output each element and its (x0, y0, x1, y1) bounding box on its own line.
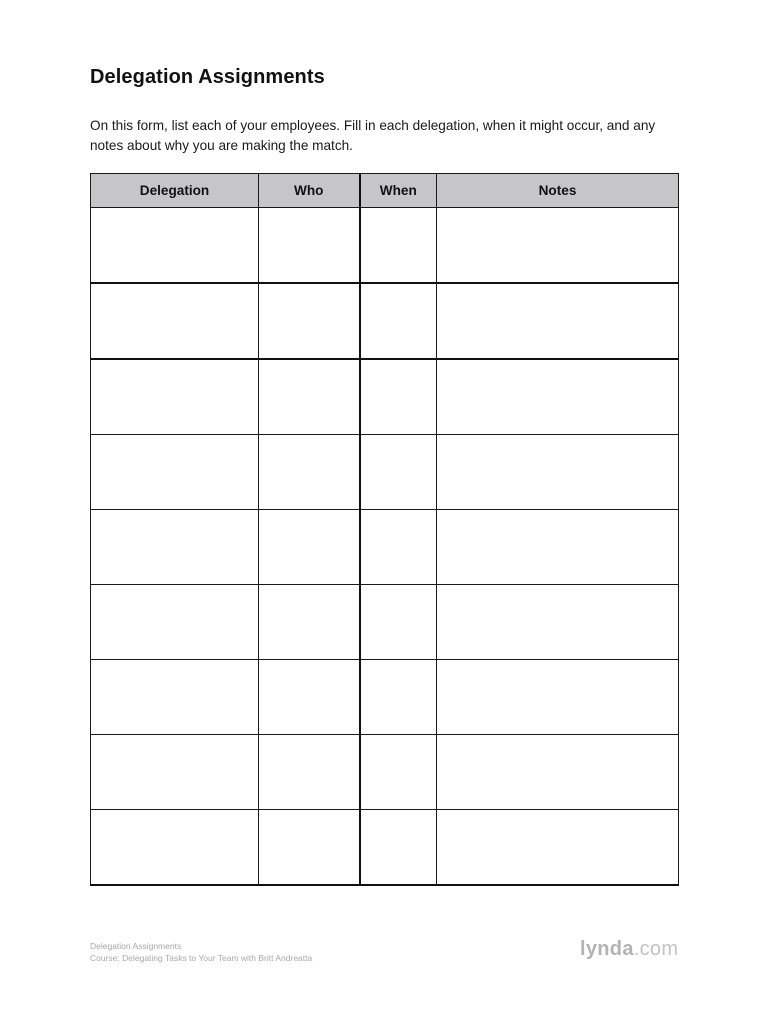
cell-delegation[interactable] (91, 810, 259, 886)
header-notes: Notes (437, 174, 679, 208)
cell-notes[interactable] (437, 359, 679, 435)
cell-delegation[interactable] (91, 283, 259, 359)
cell-who[interactable] (259, 283, 360, 359)
delegation-table (90, 173, 679, 886)
cell-delegation[interactable] (91, 435, 259, 510)
cell-notes[interactable] (437, 283, 679, 359)
table-row (91, 660, 679, 735)
cell-when[interactable] (360, 359, 437, 435)
cell-notes[interactable] (437, 810, 679, 886)
page-title: Delegation Assignments (90, 66, 325, 88)
table-row (91, 735, 679, 810)
cell-who[interactable] (259, 810, 360, 886)
table-row (91, 585, 679, 660)
cell-when[interactable] (360, 283, 437, 359)
footer-course: Course: Delegating Tasks to Your Team with Britt Andreatta (90, 953, 313, 963)
footer (90, 940, 312, 964)
cell-who[interactable] (259, 435, 360, 510)
cell-notes[interactable] (437, 660, 679, 735)
cell-when[interactable] (360, 208, 437, 284)
lynda-logo (580, 938, 678, 961)
header-when: When (360, 174, 437, 208)
cell-delegation[interactable] (91, 660, 259, 735)
cell-who[interactable] (259, 735, 360, 810)
cell-who[interactable] (259, 585, 360, 660)
header-who: Who (259, 174, 360, 208)
cell-notes[interactable] (437, 435, 679, 510)
logo-tld: .com (633, 938, 679, 960)
table-row (91, 510, 679, 585)
cell-when[interactable] (360, 435, 437, 510)
footer-doc-title: Delegation Assignments (90, 941, 182, 951)
cell-delegation[interactable] (91, 735, 259, 810)
header-delegation: Delegation (91, 174, 259, 208)
table-row (91, 283, 679, 359)
cell-who[interactable] (259, 660, 360, 735)
table-row (91, 359, 679, 435)
cell-who[interactable] (259, 359, 360, 435)
cell-who[interactable] (259, 208, 360, 284)
cell-when[interactable] (360, 585, 437, 660)
cell-notes[interactable] (437, 208, 679, 284)
cell-delegation[interactable] (91, 510, 259, 585)
table-row (91, 435, 679, 510)
cell-when[interactable] (360, 735, 437, 810)
table-row (91, 810, 679, 886)
cell-notes[interactable] (437, 585, 679, 660)
cell-when[interactable] (360, 660, 437, 735)
table-row (91, 208, 679, 284)
cell-when[interactable] (360, 510, 437, 585)
cell-who[interactable] (259, 510, 360, 585)
logo-brand: lynda (580, 938, 634, 960)
table-header-row (91, 174, 679, 208)
cell-delegation[interactable] (91, 208, 259, 284)
cell-notes[interactable] (437, 735, 679, 810)
intro-text: On this form, list each of your employees. Fill in each delegation, when it might occur, and any notes about why you are making the match. (90, 118, 656, 153)
cell-when[interactable] (360, 810, 437, 886)
cell-delegation[interactable] (91, 359, 259, 435)
cell-delegation[interactable] (91, 585, 259, 660)
cell-notes[interactable] (437, 510, 679, 585)
